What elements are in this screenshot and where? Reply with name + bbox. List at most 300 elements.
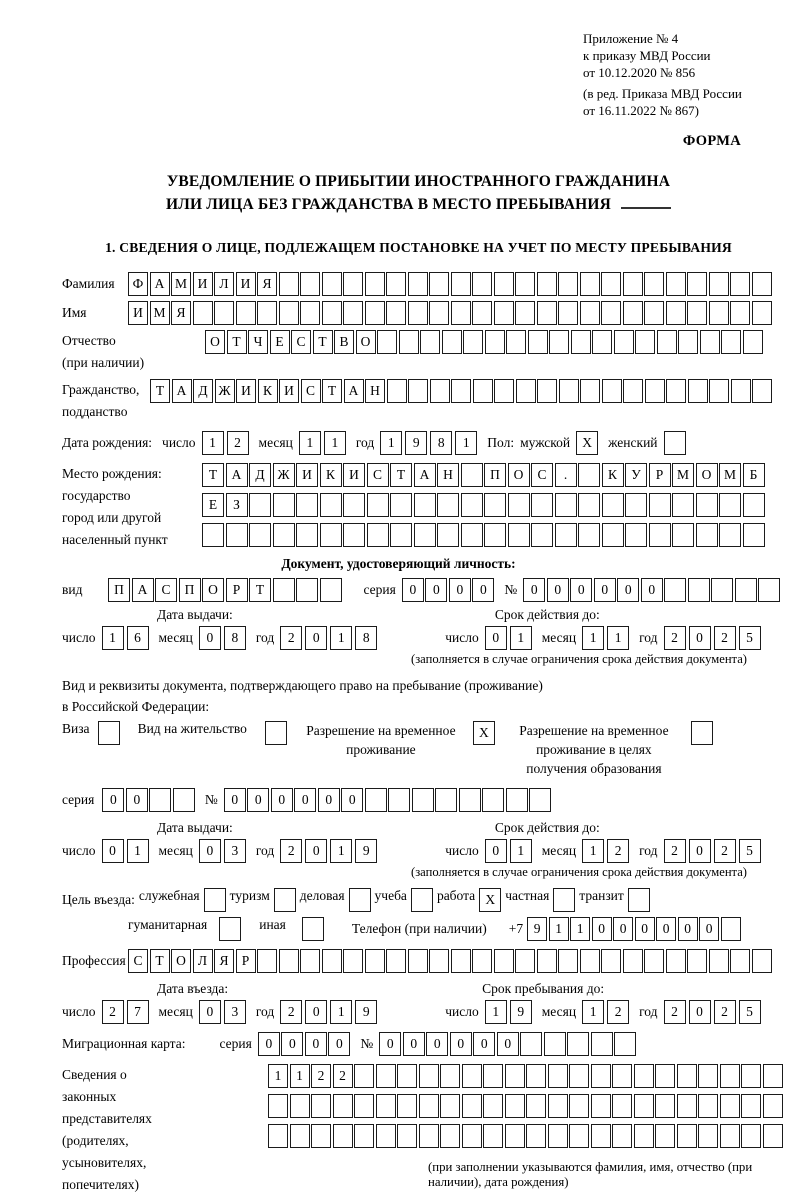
char-cell <box>414 523 436 547</box>
char-cell: 0 <box>305 1032 327 1056</box>
char-cell <box>226 523 248 547</box>
char-cell <box>709 301 729 325</box>
year-label: год <box>255 1004 275 1019</box>
char-cell <box>472 301 492 325</box>
char-cell <box>580 949 600 973</box>
char-cell <box>698 1124 718 1148</box>
char-cell: 2 <box>714 1000 736 1024</box>
char-cell <box>202 523 224 547</box>
char-cell: 2 <box>280 839 302 863</box>
char-cell <box>567 1032 589 1056</box>
char-cell <box>649 523 671 547</box>
residence-permit-label: Вид на жительство <box>137 721 247 736</box>
birth-place-row <box>62 463 775 551</box>
day-label: число <box>445 843 479 858</box>
char-cell <box>548 1064 568 1088</box>
char-cell: 0 <box>547 578 569 602</box>
char-cell: Т <box>150 949 170 973</box>
char-cell <box>678 330 698 354</box>
doc-title-line2-text: ИЛИ ЛИЦА БЕЗ ГРАЖДАНСТВА В МЕСТО ПРЕБЫВАНИЯ <box>165 196 612 213</box>
char-cell <box>273 493 295 517</box>
char-cell: 0 <box>402 578 424 602</box>
stay-month-cells <box>582 1000 629 1024</box>
char-cell <box>462 1094 482 1118</box>
char-cell <box>408 949 428 973</box>
char-cell <box>463 330 483 354</box>
char-cell <box>386 272 406 296</box>
purpose-business <box>300 888 371 912</box>
purpose-humanitarian-label: гуманитарная <box>128 917 208 932</box>
char-cell <box>720 1124 740 1148</box>
char-cell: 0 <box>199 1000 221 1024</box>
char-cell <box>414 493 436 517</box>
char-cell: И <box>193 272 213 296</box>
char-cell <box>311 1094 331 1118</box>
char-cell: 0 <box>379 1032 401 1056</box>
visa-checkbox <box>98 721 120 745</box>
char-cell <box>506 788 528 812</box>
char-cell <box>558 301 578 325</box>
char-cell <box>559 379 579 403</box>
residence-doc-options <box>62 721 775 778</box>
char-cell <box>698 1064 718 1088</box>
char-cell: Я <box>171 301 191 325</box>
char-cell <box>343 523 365 547</box>
char-cell: К <box>258 379 278 403</box>
temp-residence-checkbox: X <box>473 721 495 745</box>
char-cell: Я <box>257 272 277 296</box>
char-cell: А <box>226 463 248 487</box>
temp-residence-label: Разрешение на временное проживание <box>306 723 456 757</box>
char-cell: О <box>696 463 718 487</box>
citizenship-cells <box>150 379 772 403</box>
purpose-work-checkbox: X <box>479 888 501 912</box>
char-cell <box>322 272 342 296</box>
year-label: год <box>255 630 275 645</box>
year-label: год <box>355 435 375 450</box>
char-cell: С <box>291 330 311 354</box>
char-cell <box>484 493 506 517</box>
char-cell <box>520 1032 542 1056</box>
char-cell: 0 <box>485 626 507 650</box>
char-cell: Ф <box>128 272 148 296</box>
char-cell: 0 <box>199 626 221 650</box>
name-label: Имя <box>62 305 87 320</box>
patronymic-cells <box>205 330 763 354</box>
char-cell <box>365 949 385 973</box>
char-cell <box>515 301 535 325</box>
char-cell <box>451 949 471 973</box>
char-cell <box>677 1094 697 1118</box>
char-cell <box>354 1064 374 1088</box>
migration-card-row <box>62 1032 775 1056</box>
char-cell <box>390 493 412 517</box>
char-cell <box>623 272 643 296</box>
char-cell <box>537 272 557 296</box>
char-cell: 2 <box>714 626 736 650</box>
char-cell <box>388 788 410 812</box>
char-cell <box>612 1124 632 1148</box>
char-cell <box>677 1064 697 1088</box>
month-label: месяц <box>541 1004 577 1019</box>
char-cell <box>548 1094 568 1118</box>
birth-date-row <box>62 431 775 455</box>
entry-year-cells <box>280 1000 377 1024</box>
char-cell <box>571 330 591 354</box>
citizenship-label <box>62 379 150 423</box>
char-cell <box>249 493 271 517</box>
char-cell: 8 <box>430 431 452 455</box>
char-cell <box>730 949 750 973</box>
char-cell <box>758 578 780 602</box>
purpose-business-label: деловая <box>299 888 345 903</box>
char-cell <box>698 1094 718 1118</box>
char-cell <box>365 788 387 812</box>
char-cell: 1 <box>510 626 532 650</box>
char-cell <box>333 1124 353 1148</box>
representatives-row <box>62 1064 775 1196</box>
surname-row <box>62 272 775 296</box>
purpose-row-1 <box>62 888 775 912</box>
birth-year-cells <box>380 431 477 455</box>
char-cell: 0 <box>678 917 698 941</box>
temp-residence-education-label: Разрешение на временное проживание в целях получения образования <box>519 723 669 776</box>
issue-date-heading: Дата выдачи: <box>157 820 233 835</box>
char-cell <box>320 523 342 547</box>
char-cell: И <box>128 301 148 325</box>
year-label: год <box>639 843 658 858</box>
char-cell: В <box>334 330 354 354</box>
migration-number-label: № <box>360 1036 374 1051</box>
char-cell <box>333 1094 353 1118</box>
char-cell <box>343 949 363 973</box>
char-cell <box>451 272 471 296</box>
char-cell <box>677 1124 697 1148</box>
char-cell <box>526 1124 546 1148</box>
sex-female-label: женский <box>608 435 658 450</box>
day-label: число <box>445 630 479 645</box>
char-cell <box>687 301 707 325</box>
char-cell <box>700 330 720 354</box>
char-cell: 1 <box>324 431 346 455</box>
char-cell <box>625 493 647 517</box>
char-cell <box>268 1094 288 1118</box>
char-cell <box>399 330 419 354</box>
char-cell: 3 <box>224 1000 246 1024</box>
char-cell <box>730 301 750 325</box>
char-cell: 9 <box>527 917 547 941</box>
name-row <box>62 301 775 325</box>
visa-option <box>62 721 120 745</box>
char-cell <box>273 523 295 547</box>
char-cell <box>591 1124 611 1148</box>
char-cell <box>367 523 389 547</box>
surname-label: Фамилия <box>62 276 115 291</box>
char-cell: 0 <box>281 1032 303 1056</box>
char-cell <box>322 301 342 325</box>
temp-residence-education-checkbox <box>691 721 713 745</box>
representatives-label-line: представителях <box>62 1111 152 1126</box>
temp-residence-option <box>297 721 495 759</box>
purpose-transit-checkbox <box>628 888 650 912</box>
char-cell: 2 <box>102 1000 124 1024</box>
char-cell: 3 <box>224 839 246 863</box>
char-cell <box>719 523 741 547</box>
char-cell <box>442 330 462 354</box>
char-cell <box>711 578 733 602</box>
char-cell <box>688 578 710 602</box>
char-cell: 0 <box>617 578 639 602</box>
char-cell: 1 <box>607 626 629 650</box>
residence-valid-month-cells <box>582 839 629 863</box>
doc-number-label: № <box>504 582 518 597</box>
birth-place-cells-2 <box>202 493 765 517</box>
char-cell <box>376 1064 396 1088</box>
identity-doc-dates-row <box>62 626 775 650</box>
valid-until-heading: Срок действия до: <box>494 607 600 622</box>
char-cell: 0 <box>497 1032 519 1056</box>
char-cell <box>505 1064 525 1088</box>
purpose-study <box>375 888 433 912</box>
char-cell <box>614 1032 636 1056</box>
char-cell: 0 <box>258 1032 280 1056</box>
char-cell: 0 <box>328 1032 350 1056</box>
char-cell <box>752 272 772 296</box>
doc-series-cells <box>402 578 495 602</box>
char-cell: 9 <box>355 839 377 863</box>
visa-label: Виза <box>62 721 90 736</box>
char-cell <box>472 272 492 296</box>
char-cell: О <box>205 330 225 354</box>
birth-day-cells <box>202 431 249 455</box>
char-cell: 1 <box>380 431 402 455</box>
char-cell <box>696 523 718 547</box>
char-cell <box>752 949 772 973</box>
char-cell <box>437 493 459 517</box>
char-cell: 5 <box>739 839 761 863</box>
representatives-label-line: усыновителях, <box>62 1155 147 1170</box>
char-cell <box>709 949 729 973</box>
char-cell: 0 <box>689 626 711 650</box>
char-cell <box>731 379 751 403</box>
char-cell: 1 <box>582 839 604 863</box>
residence-issue-month-cells <box>199 839 246 863</box>
char-cell <box>408 301 428 325</box>
char-cell <box>343 493 365 517</box>
issue-month-cells <box>199 626 246 650</box>
char-cell <box>657 330 677 354</box>
purpose-transit <box>579 888 650 912</box>
char-cell: Я <box>214 949 234 973</box>
char-cell: Ж <box>215 379 235 403</box>
char-cell <box>719 493 741 517</box>
char-cell <box>623 301 643 325</box>
representatives-label-line: Сведения о <box>62 1067 127 1082</box>
char-cell <box>741 1094 761 1118</box>
char-cell <box>494 301 514 325</box>
char-cell <box>296 578 318 602</box>
purpose-tourism-checkbox <box>274 888 296 912</box>
entry-date-heading: Дата въезда: <box>157 981 229 996</box>
doc-kind-label: вид <box>62 582 83 597</box>
char-cell <box>377 330 397 354</box>
char-cell <box>743 523 765 547</box>
char-cell <box>634 1064 654 1088</box>
entry-dates-row <box>62 1000 775 1024</box>
citizenship-label-line2: подданство <box>62 404 128 419</box>
char-cell: О <box>356 330 376 354</box>
month-label: месяц <box>541 843 577 858</box>
char-cell: 0 <box>641 578 663 602</box>
residence-permit-option <box>138 721 287 745</box>
char-cell <box>279 272 299 296</box>
char-cell <box>429 301 449 325</box>
char-cell: 1 <box>290 1064 310 1088</box>
char-cell <box>655 1064 675 1088</box>
char-cell: А <box>344 379 364 403</box>
char-cell: А <box>414 463 436 487</box>
purpose-official <box>139 888 226 912</box>
doc-title-line1: УВЕДОМЛЕНИЕ О ПРИБЫТИИ ИНОСТРАННОГО ГРАЖДАНИНА <box>166 173 671 190</box>
char-cell: 6 <box>127 626 149 650</box>
char-cell <box>730 272 750 296</box>
purpose-private-label: частная <box>505 888 550 903</box>
patronymic-label <box>62 330 205 374</box>
char-cell <box>483 1094 503 1118</box>
char-cell <box>569 1064 589 1088</box>
char-cell: К <box>320 463 342 487</box>
char-cell <box>526 1064 546 1088</box>
char-cell: 1 <box>330 1000 352 1024</box>
char-cell <box>549 330 569 354</box>
char-cell: Т <box>150 379 170 403</box>
char-cell: 1 <box>102 626 124 650</box>
char-cell: М <box>150 301 170 325</box>
char-cell <box>408 272 428 296</box>
char-cell <box>709 272 729 296</box>
char-cell <box>601 949 621 973</box>
char-cell <box>354 1094 374 1118</box>
char-cell <box>601 301 621 325</box>
char-cell: О <box>508 463 530 487</box>
char-cell: Р <box>236 949 256 973</box>
char-cell: Л <box>214 272 234 296</box>
char-cell: 0 <box>570 578 592 602</box>
char-cell <box>296 523 318 547</box>
stay-year-cells <box>664 1000 761 1024</box>
char-cell <box>591 1032 613 1056</box>
char-cell: 8 <box>355 626 377 650</box>
char-cell <box>236 301 256 325</box>
char-cell <box>623 379 643 403</box>
char-cell <box>451 379 471 403</box>
section1-heading: 1. СВЕДЕНИЯ О ЛИЦЕ, ПОДЛЕЖАЩЕМ ПОСТАНОВКЕ НА УЧЕТ ПО МЕСТУ ПРЕБЫВАНИЯ <box>105 240 732 255</box>
migration-series-label: серия <box>219 1036 252 1051</box>
header-line: к приказу МВД России <box>583 48 711 63</box>
char-cell: 1 <box>485 1000 507 1024</box>
char-cell <box>461 493 483 517</box>
month-label: месяц <box>158 843 193 858</box>
entry-month-cells <box>199 1000 246 1024</box>
char-cell: 0 <box>426 1032 448 1056</box>
residence-issue-year-cells <box>280 839 377 863</box>
char-cell <box>569 1124 589 1148</box>
char-cell <box>485 330 505 354</box>
char-cell: 0 <box>102 788 124 812</box>
char-cell: Л <box>193 949 213 973</box>
char-cell: 0 <box>305 626 327 650</box>
char-cell <box>526 1094 546 1118</box>
day-label: число <box>62 630 96 645</box>
char-cell <box>149 788 171 812</box>
migration-card-label: Миграционная карта: <box>62 1036 186 1051</box>
char-cell <box>343 301 363 325</box>
valid-month-cells <box>582 626 629 650</box>
char-cell <box>279 301 299 325</box>
char-cell <box>300 301 320 325</box>
char-cell <box>580 301 600 325</box>
char-cell: 0 <box>305 839 327 863</box>
char-cell <box>634 1124 654 1148</box>
purpose-private <box>505 888 575 912</box>
char-cell: Р <box>649 463 671 487</box>
char-cell <box>296 493 318 517</box>
char-cell: 0 <box>305 1000 327 1024</box>
header-line: Приложение № 4 <box>583 31 679 46</box>
doc-series-label: серия <box>363 582 396 597</box>
char-cell: Р <box>226 578 248 602</box>
valid-until-heading: Срок действия до: <box>494 820 600 835</box>
char-cell: 2 <box>607 1000 629 1024</box>
char-cell: М <box>171 272 191 296</box>
char-cell: 0 <box>473 1032 495 1056</box>
month-label: месяц <box>158 1004 193 1019</box>
name-cells <box>128 301 772 325</box>
char-cell: И <box>279 379 299 403</box>
char-cell <box>494 272 514 296</box>
char-cell: 0 <box>613 917 633 941</box>
char-cell <box>688 379 708 403</box>
char-cell: Т <box>202 463 224 487</box>
char-cell: Е <box>202 493 224 517</box>
char-cell <box>290 1094 310 1118</box>
residence-valid-day-cells <box>485 839 532 863</box>
char-cell: 1 <box>455 431 477 455</box>
char-cell <box>482 788 504 812</box>
purpose-official-checkbox <box>204 888 226 912</box>
char-cell: Д <box>193 379 213 403</box>
char-cell: 0 <box>224 788 246 812</box>
char-cell: 2 <box>280 1000 302 1024</box>
char-cell <box>408 379 428 403</box>
purpose-row-2 <box>128 917 775 941</box>
char-cell: 0 <box>271 788 293 812</box>
char-cell: 0 <box>592 917 612 941</box>
char-cell <box>494 379 514 403</box>
char-cell <box>483 1064 503 1088</box>
char-cell <box>578 493 600 517</box>
char-cell <box>412 788 434 812</box>
char-cell: 1 <box>549 917 569 941</box>
residence-doc-intro-line2: в Российской Федерации: <box>62 699 210 714</box>
char-cell <box>528 330 548 354</box>
char-cell <box>569 1094 589 1118</box>
temp-residence-education-option <box>505 721 713 778</box>
day-label: число <box>62 843 96 858</box>
char-cell: 0 <box>635 917 655 941</box>
char-cell <box>273 578 295 602</box>
char-cell: . <box>555 463 577 487</box>
